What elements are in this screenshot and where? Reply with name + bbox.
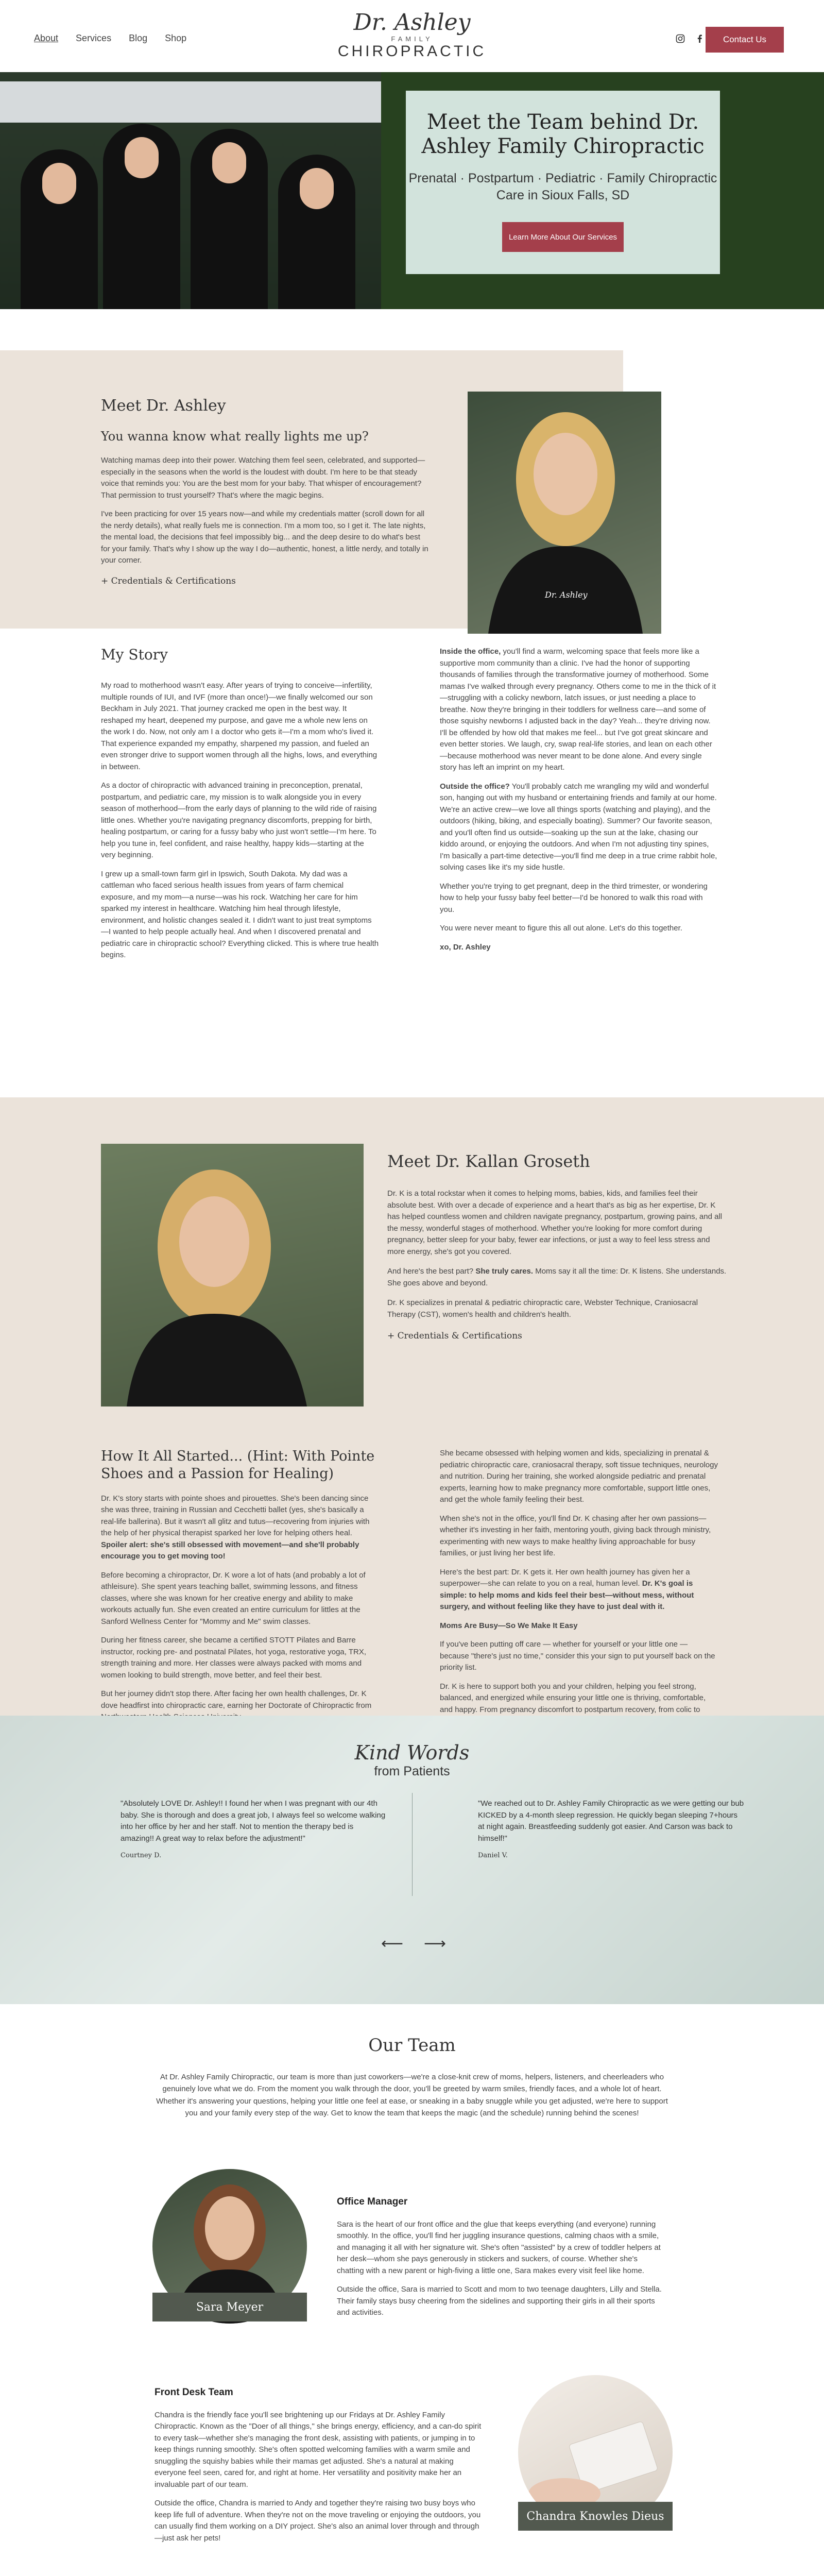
learn-more-services-button[interactable]: Learn More About Our Services (502, 222, 624, 252)
sara-role: Office Manager (337, 2196, 408, 2207)
story-left (101, 644, 379, 969)
kallan-paragraph: Dr. K specializes in prenatal & pediatric chiropractic care, Webster Technique, Craniosacral Therapy (CST), women's health and children's health. (387, 1298, 698, 1319)
accordion-label: Credentials & Certifications (397, 1331, 522, 1341)
chandra-paragraph: Outside the office, Chandra is married to Andy and together they're raising two busy boys who keep life full of adventure. When they're not on the move traveling or enjoying the outdoors, you can usually find them working on a DIY project. She's also an animal lover through and through—just ask her pets! (154, 2499, 481, 2543)
wall-banner (0, 81, 381, 123)
kallan-paragraph: When she's not in the office, you'll find Dr. K chasing after her own passions—whether it's investing in her faith, mentoring youth, giving back through ministry, experimenting with new ways to make healthy living approachable for busy families, or just living her best life. (440, 1514, 711, 1557)
team-title: Our Team (368, 2035, 456, 2056)
plus-icon: + (101, 575, 111, 586)
divider (412, 1793, 413, 1896)
meet-dr-ashley (0, 309, 824, 629)
team-member-figure (103, 124, 180, 309)
hero-subtitle: Prenatal · Postpartum · Pediatric · Family Chiropractic Care in Sioux Falls, SD (408, 171, 717, 202)
story-paragraph: My road to motherhood wasn't easy. After years of trying to conceive—infertility, multiple rounds of IUI, and IVF (more than once!)—we finally welcomed our son Beckham in July 2021. That journey cracked me open in the best way. It reshaped my heart, deepened my purpose, and gave me a whole new lens on the work I do. Now, not only am I a doctor who gets it—I'm a mom who's lived it. That experience expanded my empathy, sharpened my passion, and fueled an even stronger drive to support women through all the highs, lows, and everything in between. (101, 681, 377, 771)
testimonial-quote: "Absolutely LOVE Dr. Ashley!! I found her when I was pregnant with our 4th baby. She is thorough and does a great job, I always feel so welcome walking into her office by her and her staff. Not to mention the therapy bed is amazing!! A great way to relax before the adjustment!" (121, 1799, 386, 1843)
portrait-illustration (468, 392, 661, 634)
nav-about[interactable]: About (34, 33, 59, 43)
testimonials (0, 1716, 824, 2004)
accordion-label: Credentials & Certifications (111, 575, 236, 586)
kallan-paragraph: Here's the best part: Dr. K gets it. Her own health journey has given her a superpower—she can relate to you on a real, human level. Dr. K's goal is simple: to help moms and kids feel their best—without mess, without surgery, and without feeling like they have to just deal with it. (440, 1567, 694, 1611)
meet-subtitle: You wanna know what really lights me up? (101, 429, 369, 444)
team-member-figure (191, 129, 268, 309)
sara-paragraph: Sara is the heart of our front office and the glue that keeps everything (and everyone) running smoothly. In the office, you'll find her juggling insurance questions, calming chaos with a smile, and managing it all with her signature wit. She's often "assisted" by a crew of toddler helpers at her desk—whom she pays generously in stickers and suckers, of course. Whether she's chatting with a new parent or high-fiving a little one, Sara makes every visit feel like home. (337, 2219, 661, 2275)
credentials-accordion[interactable] (387, 1330, 727, 1343)
chandra-bio (154, 2385, 484, 2551)
shirt-text: Dr. Ashley (545, 590, 588, 600)
story-paragraph: Whether you're trying to get pregnant, deep in the third trimester, or wondering how to help your fussy baby feel better—I'd be honored to walk this road with you. (440, 882, 708, 914)
credentials-accordion[interactable] (101, 576, 431, 586)
contact-button[interactable]: Contact Us (706, 27, 784, 53)
sara-bio (337, 2195, 666, 2326)
logo-script: Dr. Ashley (353, 9, 471, 36)
meet-dr-kallan (0, 1097, 824, 1716)
carousel-controls (381, 1935, 446, 1953)
our-team (0, 2004, 824, 2576)
story-bold: Inside the office, (440, 647, 501, 656)
testimonial-quote: "We reached out to Dr. Ashley Family Chiropractic as we were getting our bub KICKED by a 4-month sleep regression. He quickly began sleeping 7+hours at night again. Breastfeeding suddenly got easier. And Carson was back to himself!" (478, 1799, 744, 1843)
kallan-right (440, 1448, 718, 1735)
chandra-name-banner: Chandra Knowles Dieus (518, 2502, 673, 2531)
kallan-paragraph: If you've been putting off care — whether for yourself or your little one — because "there's just no time," consider this your sign to put yourself back on the priority list. (440, 1640, 715, 1672)
chandra-paragraph: Chandra is the friendly face you'll see brightening up our Fridays at Dr. Ashley Family Chiropractic. Known as the "Doer of all things," she brings energy, efficiency, and a can-do spirit to every task—whether she's managing the front desk, assisting with patients, or jumping in to keep things running smoothly. She's often spotted welcoming families with a warm smile and snuggling the squishy babies while their mamas get adjusted. She's a natural at making everyone feel seen, cared for, and right at home. Her versatility and positivity make her an invaluable part of our team. (154, 2410, 482, 2489)
signoff: xo, Dr. Ashley (440, 942, 491, 952)
sara-name-banner: Sara Meyer (152, 2293, 307, 2321)
kallan-paragraph: Dr. K is here to support both you and your children, helping you feel strong, balanced, and energized while ensuring your little one is thriving, comfortable, and happy. From pregnancy discomfort to postpartum recovery, from colic to (440, 1682, 706, 1714)
chandra-role: Front Desk Team (154, 2387, 233, 2398)
meet-text (101, 397, 431, 586)
kallan-left (101, 1448, 379, 1731)
testimonial-author: Daniel V. (478, 1852, 508, 1859)
kallan-paragraph: During her fitness career, she became a certified STOTT Pilates and Barre instructor, rocking pre- and postnatal Pilates, hot yoga, restorative yoga, TRX, strength training and more. Her classes were always packed with moms and women looking to build strength, move better, and feel their best. (101, 1636, 366, 1680)
nav-blog[interactable]: Blog (129, 33, 148, 43)
testimonial-card (478, 1798, 746, 1861)
my-story (0, 629, 824, 1097)
story-right (440, 646, 718, 960)
logo-chiropractic: CHIROPRACTIC (337, 43, 487, 60)
team-intro: At Dr. Ashley Family Chiropractic, our team is more than just coworkers—we're a close-knit crew of moms, helpers, listeners, and cheerleaders who genuinely love what we do. From the moment you walk through the door, you'll be greeted by warm smiles, friendly faces, and a whole lot of heart. Whether it's answering your questions, helping your little one feel at ease, or sneaking in a baby snuggle while you get adjusted, we're here to support you and your family every step of the way. Get to know the team that keeps the magic (and the schedule) running behind the scenes! (156, 2073, 668, 2117)
dr-kallan-photo (101, 1144, 364, 1406)
meet-paragraph: I've been practicing for over 15 years now—and while my credentials matter (scroll down for all the nerdy details), what really fuels me is connection. I'm a mom too, so I get it. The late nights, the mental load, the decisions that feel impossibly big... and the deep desire to do what's best for your family. That's why I show up the way I do—authentic, honest, a little nerdy, and totally in your corner. (101, 510, 428, 565)
story-paragraph: You were never meant to figure this all out alone. Let's do this together. (440, 924, 682, 933)
story-paragraph: I grew up a small-town farm girl in Ipswich, South Dakota. My dad was a cattleman who faced serious health issues from years of farm chemical exposure, and my mom—a nurse—was his rock. Watching her care for him sparked my interest in healthcare. Watching him heal through lifestyle, environment, and holistic changes sealed it. I didn't want to just treat symptoms—I wanted to help people actually heal. And when I discovered prenatal and pediatric care in chiropractic school? Everything clicked. This is where true health begins. (101, 869, 379, 959)
kallan-paragraph: Dr. K's story starts with pointe shoes and pirouettes. She's been dancing since she was three, training in Russian and Cecchetti ballet (yes, she's basically a real-life ballerina). But it wasn't all glitz and tutus—recovering from injuries with the help of her physical therapist sparked her love for helping others heal. Spoiler alert: she's still obsessed with movement—and she'll probably encourage you to get moving too! (101, 1494, 370, 1561)
facebook-icon[interactable] (695, 34, 705, 46)
meet-title: Meet Dr. Ashley (101, 397, 226, 415)
hero (0, 72, 824, 309)
arrow-right-icon[interactable]: ⟶ (424, 1935, 447, 1952)
kallan-paragraph: But her journey didn't stop there. After facing her own health challenges, Dr. K dove headfirst into chiropractic care, earning her Doctorate of Chiropractic from (101, 1689, 372, 1710)
hero-title: Meet the Team behind Dr. Ashley Family Chiropractic (421, 110, 705, 159)
portrait-illustration (101, 1144, 364, 1406)
team-photo (0, 72, 381, 309)
team-member-figure (21, 149, 98, 309)
header-social (676, 34, 705, 46)
kallan-story-title: How It All Started... (Hint: With Pointe Shoes and a Passion for Healing) (101, 1448, 375, 1482)
nav-shop[interactable]: Shop (165, 33, 187, 43)
main-nav (34, 33, 186, 44)
kind-words-script: Kind Words (354, 1741, 470, 1764)
kallan-paragraph: Dr. K is a total rockstar when it comes to helping moms, babies, kids, and families feel their absolute best. With over a decade of experience and a heart that's as big as her expertise, Dr. K has helped countless women and children navigate pregnancy, postpartum, growing pains, and all the messy, wonderful stages of motherhood. Whether you're looking for more comfort during pregnancy, better sleep for your baby, fewer ear infections, or just a way to feel less stress and more energy, she's got you covered. (387, 1189, 723, 1256)
from-patients: from Patients (374, 1764, 450, 1778)
nav-services[interactable]: Services (76, 33, 112, 43)
kallan-bio (387, 1149, 727, 1343)
kallan-paragraph: And here's the best part? She truly cares. Moms say it all the time: Dr. K listens. She understands. She goes above and beyond. (387, 1267, 727, 1287)
meet-paragraph: Watching mamas deep into their power. Watching them feel seen, celebrated, and supported—especially in the seasons when the world is the loudest with doubt. I'm here to be that steady voice that reminds you: You are the best mom for your baby. That whisper of encouragement? That permission to trust yourself? That's where the magic begins. (101, 456, 425, 500)
testimonial-card (121, 1798, 388, 1861)
site-header (0, 0, 824, 72)
site-logo[interactable] (338, 11, 486, 60)
hero-panel (406, 91, 720, 274)
kallan-subheading: Moms Are Busy—So We Make It Easy (440, 1621, 578, 1630)
kallan-paragraph: She became obsessed with helping women and kids, specializing in prenatal & pediatric chiropractic care, craniosacral therapy, soft tissue techniques, neurology and nutrition. During her training, she worked alongside pediatric and prenatal experts, learning how to make pregnancy more comfortable, support little ones, and get the whole family feeling their best. (440, 1449, 718, 1504)
plus-icon: + (387, 1331, 398, 1341)
kallan-paragraph: Before becoming a chiropractor, Dr. K wore a lot of hats (and probably a lot of athleisure). She spent years teaching ballet, swimming lessons, and fitness classes, where she was known for her creative energy and ability to make workouts actually fun. She even created an entire curriculum for littles at the Sanford Wellness Center for "Mommy and Me" swim classes. (101, 1570, 366, 1626)
testimonial-author: Courtney D. (121, 1852, 162, 1859)
team-member-figure (278, 155, 355, 309)
dr-ashley-photo (468, 392, 661, 634)
sara-paragraph: Outside the office, Sara is married to Scott and mom to two teenage daughters, Lilly and Stella. Their family stays busy cheering from the sidelines and supporting their girls in all their sports and activities. (337, 2285, 662, 2317)
story-paragraph: Outside the office? You'll probably catch me wrangling my wild and wonderful son, hanging out with my husband or entertaining friends and family at our home. We're an active crew—we love all things sports (watching and playing), and the outdoors (hiking, biking, and especially boating). Summer? Our favorite season, and you'll often find us outside—soaking up the sun at the lake, chasing our kiddo around, or enjoying the outdoors. And when I'm not adjusting tiny spines, I'm basically a part-time detective—you'll find me deep in a true crime rabbit hole, solving cases like it's my side hustle. (440, 782, 717, 872)
instagram-icon[interactable] (676, 34, 685, 46)
story-bold: Outside the office? (440, 782, 510, 791)
story-paragraph: Inside the office, you'll find a warm, welcoming space that feels more like a supportive mom community than a clinic. I've had the honor of supporting thousands of families through the transformative journey of motherhood. Some mamas I've walked through every pregnancy. Others come to me in the thick of it—struggling with a colicky newborn, latch issues, or just needing a place to breathe. Now they're bringing in their toddlers for wellness care—and some of those squishy newborns I adjusted back in the day? Yeah... they're driving now. I'll be offended by how old that makes me feel... but I've got great skincare and even better stories. We laugh, cry, swap real-life stories, and lean on each other—because motherhood was never meant to be done alone. And every single story has left an imprint on my heart. (440, 647, 716, 772)
arrow-left-icon[interactable]: ⟵ (381, 1935, 404, 1952)
logo-family: FAMILY (391, 35, 433, 43)
story-paragraph: As a doctor of chiropractic with advanced training in preconception, prenatal, postpartum, and pediatric care, my mission is to walk alongside you in every season of motherhood—from the early days of planning to the wild ride of raising little ones. Whether you're navigating pregnancy discomforts, prepping for birth, healing postpartum, or caring for a fussy baby who just won't settle—I'm here. To help you tune in, feel confident, and raise healthy, happy kids—starting at the very beginning. (101, 781, 377, 859)
testimonials-heading (0, 1741, 824, 1779)
story-title: My Story (101, 646, 168, 663)
kallan-title: Meet Dr. Kallan Groseth (387, 1151, 590, 1171)
